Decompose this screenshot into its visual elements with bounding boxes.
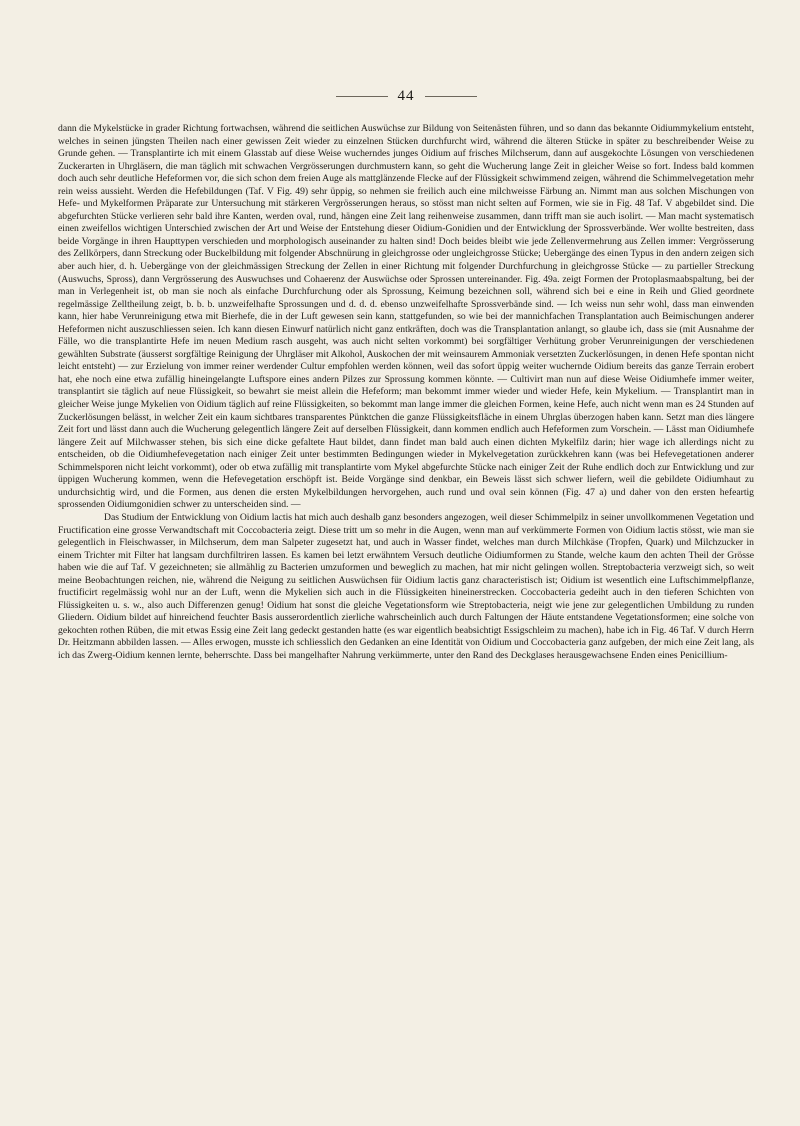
header-rule-left [336,96,388,97]
body-text [58,123,754,663]
page-number: 44 [397,88,415,104]
page-header [58,88,754,105]
header-rule-right [425,96,477,97]
paragraph-2 [58,512,754,663]
paragraph-1-text: dann die Mykelstücke in grader Richtung fortwachsen, während die seitlichen Auswüchse zur Bildung von Seitenästen führen, und so dann das bekannte Oidiummykelium entsteht, welches in seinen jüngsten Theilen nach einer gewissen Zeit wieder zu einzelnen Stücken durchfurcht wird, während die älteren Stücke in später zu beschreibender Weise zu Grunde gehen. — Transplantirte ich mit einem Glasstab auf diese Weise wucherndes junges Oidium auf frisches Milchserum, dann auf ausgekochte Lösungen von verschiedenen Zuckerarten in Uhrgläsern, die man täglich mit schwachen Vergrösserungen durchmustern kann, so geht die Wucherung lange Zeit in gleicher Weise so fort. Indess bald kommen doch auch sehr deutliche Hefeformen vor, die sich schon dem freien Auge als mattglänzende Flecke auf der Flüssigkeit schwimmend zeigen, während die Schimmelvegetation mehr rein weiss aussieht. Werden die Hefebildungen (Taf. V Fig. 49) sehr üppig, so nehmen sie freilich auch eine milchweisse Färbung an. Nimmt man aus solchen Mischungen von Hefe- und Mykelformen Präparate zur Untersuchung mit stärkeren Vergrösserungen heraus, so stösst man nicht selten auf Formen, wie sie in Fig. 48 Taf. V abgebildet sind. Die abgefurchten Stücke verlieren sehr bald ihre Kanten, werden oval, rund, hängen eine Zeit lang reihenweise zusammen, dann trifft man sie auch isolirt. — Man macht systematisch einen zweifellos wichtigen Unterschied zwischen der Art und Weise der Entstehung dieser Oidium-Gonidien und der Entwicklung der Sprossverbände. Wer wollte bestreiten, dass beide Vorgänge in ihren Haupttypen verschieden und morphologisch auseinander zu halten sind! Doch beides bleibt wie jede Zellenvermehrung aus Zellen immer: Vergrösserung des Zellkörpers, dann Streckung oder Buckelbildung mit folgender Abschnürung in gleichgrosse oder ungleichgrosse Stücke; Uebergänge des einen Typus in den andern zeigen sich aber auch hier, d. h. Uebergänge von der gleichmässigen Streckung der Zellen in einer Richtung mit folgender Durchfurchung in gleichgrosse Stücke — zu partieller Streckung (Auswuchs, Spross), dann Vergrösserung des Auswuchses und Cohaerenz der Auswüchse oder Sprossen untereinander. Fig. 49a. zeigt Formen der Protoplasmaabspaltung, bei der man in Verlegenheit ist, ob man sie noch als einfache Durchfurchung oder als Sprossung, Keimung bezeichnen soll, während sich bei e eine in Reih und Glied geordnete regelmässige Zelltheilung zeigt, b. b. b. unzweifelhafte Sprossungen und d. d. d. ebenso unzweifelhafte Sprossverbände sind. — Ich weiss nun sehr wohl, dass man einwenden kann, hier habe Verunreinigung etwa mit Bierhefe, die in der Luft gewesen sein kann, stattgefunden, so wie bei der mannichfachen Transplantation auch Beimischungen anderer Hefeformen nicht auszuschliessen seien. Ich kann diesen Einwurf natürlich nicht ganz entkräften, doch was die Transplantation anlangt, so glaube ich, dass sie (mit Ausnahme der Fälle, wo die transplantirte Hefe im neuen Medium rasch ausgeht, was auch nicht selten vorkommt) bei sorgfältiger Verhütung grober Verunreinigungen der verschiedenen gewählten Substrate (äusserst sorgfältige Reinigung der Uhrgläser mit Alkohol, Auskochen der mit weinsaurem Ammoniak versetzten Zuckerlösungen, in denen Hefe spontan nicht leicht entsteht) — zur Erzielung von immer reiner werdender Cultur empfohlen werden können, weil das sofort üppig weiter wuchernde Oidium bereits das ganze Terrain erobert hat, ehe noch eine etwa zufällig hineingelangte Luftspore eines andern Pilzes zur Sprossung kommen könnte. — Cultivirt man nun auf diese Weise Oidiumhefe immer weiter, transplantirt sie täglich auf neue Flüssigkeit, so bewahrt sie meist allein die Hefeform; man bekommt immer wieder und wieder Hefe, kein Mykelium. — Transplantirt man in gleicher Weise junge Mykelien von Oidium täglich auf reine Flüssigkeiten, so bekommt man lange immer die gleichen Formen, keine Hefe, auch nicht wenn man es 24 Stunden auf Zuckerlösungen belässt, in welcher Zeit ein kaum sichtbares transparentes Pünktchen die ganze Flüssigkeitsfläche in einem Uhrglas überzogen haben kann. Setzt man dies längere Zeit fort und lässt dann auch die Wucherung gelegentlich längere Zeit auf derselben Flüssigkeit, dann kommen endlich auch Hefeformen zum Vorschein. — Lässt man Oidiumhefe längere Zeit auf Milchwasser stehen, bis sich eine dicke gefaltete Haut bildet, dann findet man bald auch einen dichten Mykelfilz darin; hier wage ich allerdings nicht zu entscheiden, ob die Oidiumhefevegetation nach einiger Zeit unter bestimmten Bedingungen wieder in Mykelvegetation zurückkehren kann (was bei Hefevegetationen anderer Schimmelsporen nicht leicht vorkommt), oder ob etwa zufällig mit transplantirte vom Mykel abgefurchte Stücke nach einiger Zeit der Ruhe endlich doch zur Entwicklung und zur üppigen Wucherung kommen, wenn die Hefevegetation erschöpft ist. Beide Vorgänge sind denkbar, ein Beweis lässt sich schwer liefern, weil die gebildete Oidiumhaut zu undurchsichtig wird, und die Formen, aus denen die ersten Mykelbildungen hervorgehen, auch rund und oval sein können (Fig. 47 a) und daher von den ersten hefeartig sprossenden Oidiumgonidien schwer zu unterscheiden sind. — [58,123,754,511]
paragraph-2-text: Das Studium der Entwicklung von Oidium lactis hat mich auch deshalb ganz besonders angezogen, weil dieser Schimmelpilz in seiner unvollkommenen Vegetation und Fructification eine grosse Verwandtschaft mit Coccobacteria zeigt. Diese tritt um so mehr in die Augen, wenn man auf verkümmerte Formen von Oidium lactis stösst, wie man sie gelegentlich in Fleischwasser, in Milchserum, dem man Salpeter zugesetzt hat, und auch in Wasser findet, welches man durch Milchkäse (Tropfen, Quark) und Milchzucker in einem Trichter mit Filter hat langsam durchfiltriren lassen. Es kamen bei letzt erwähntem Versuch deutliche Oidiumformen zu Stande, welche kaum den achten Theil der Grösse haben wie die auf Taf. V gezeichneten; sie allmählig zu Bacterien umzuformen und beweglich zu machen, hat mir nicht gelingen wollen. Streptobacteria verzweigt sich, so weit meine Beobachtungen reichen, nie, während die Neigung zu seitlichen Auswüchsen für Oidium lactis ganz characteristisch ist; Oidium ist wesentlich eine Luftschimmelpflanze, fructificirt regelmässig wohl nur an der Luft, wenn die Mykelien sich auch in die Flüssigkeiten hineinerstrecken. Coccobacteria gedeiht auch in den tieferen Schichten von Flüssigkeiten u. s. w., also auch Differenzen genug! Oidium hat sonst die gleiche Vegetationsform wie Streptobacteria, neigt wie jene zur gelegentlichen Umbildung zu runden Gliedern. Oidium bildet auf hinreichend feuchter Basis ausserordentlich zierliche wahrscheinlich auch durch Faltungen der Häute entstandene Vegetationsformen; eine solche von gekochten rothen Rüben, die mit etwas Essig eine Zeit lang gedeckt gestanden hatte (es war eigentlich beabsichtigt Essigschleim zu machen), habe ich in Fig. 46 Taf. V durch Herrn Dr. Heitzmann abbilden lassen. — Alles erwogen, musste ich schliesslich den Gedanken an eine Identität von Oidium und Coccobacteria ganz aufgeben, der mich eine Zeit lang, als ich das Zwerg-Oidium kennen lernte, beherrschte. Dass bei mangelhafter Nahrung verkümmerte, unter den Rand des Deckglases herausgewachsene Enden eines Penicillium- [58,511,754,661]
paragraph-1 [58,123,754,512]
